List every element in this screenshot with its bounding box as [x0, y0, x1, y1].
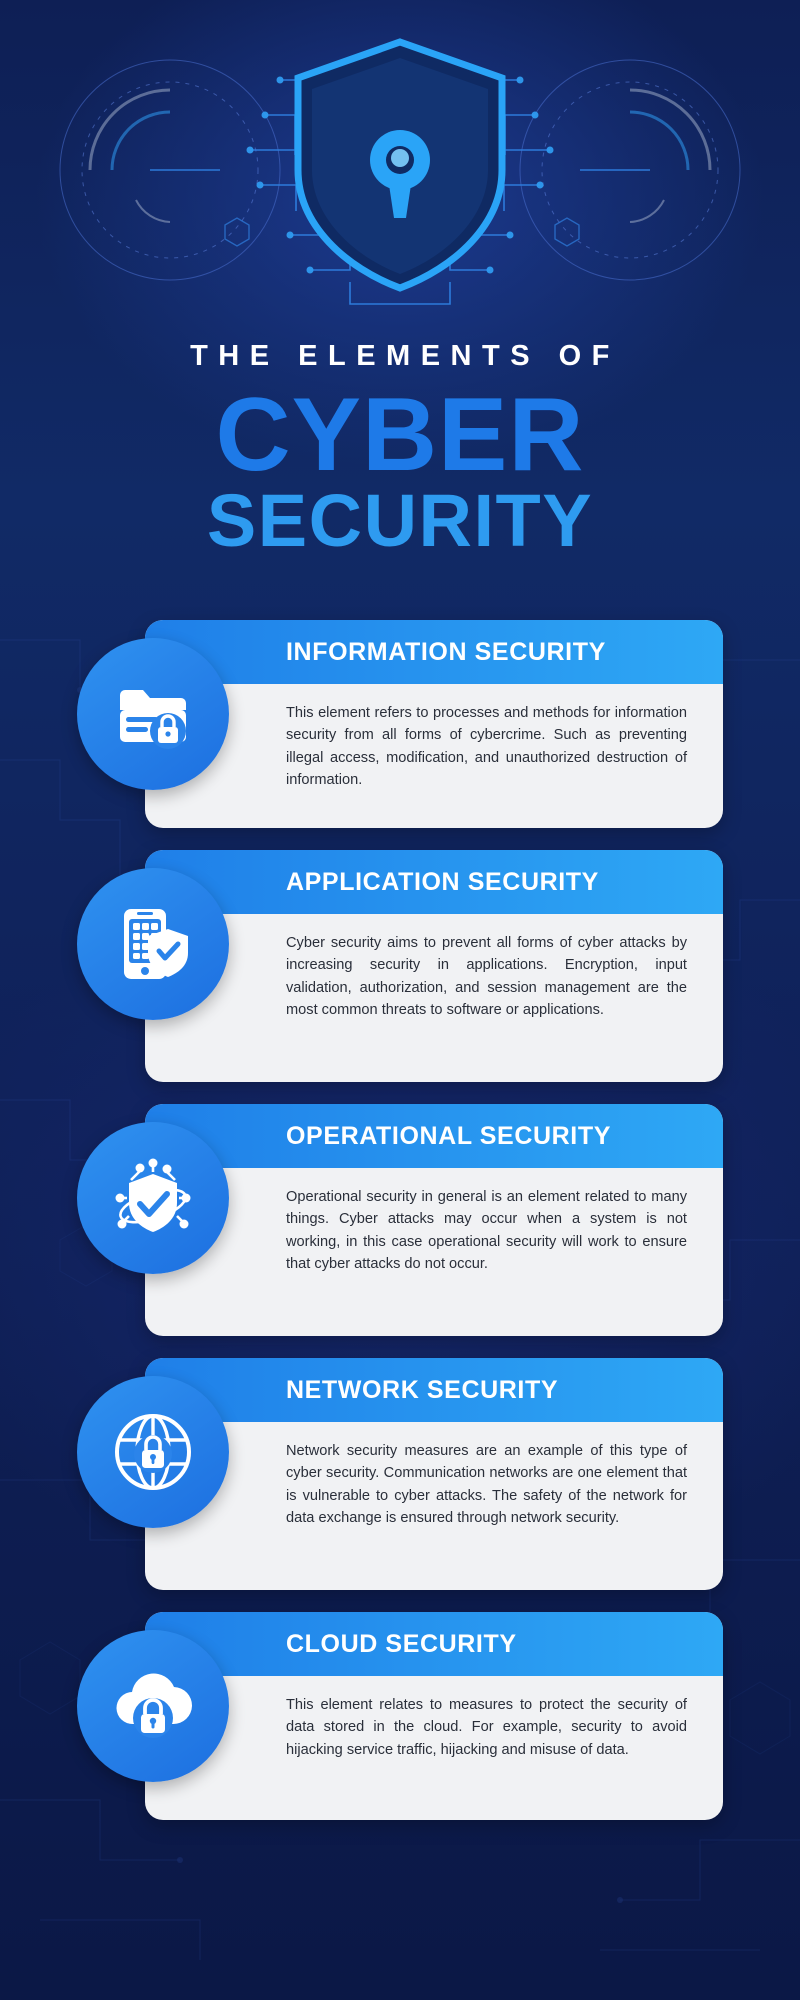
element-description: This element refers to processes and methods for information security from all forms of cybercrime. Such as preventing illegal access, modification, and unauthorized destruction of information. [286, 705, 687, 789]
element-body [145, 684, 723, 802]
element-title: NETWORK SECURITY [286, 1375, 559, 1404]
element-description: Network security measures are an example of this type of cyber security. Communication networks are one element that is vulnerable to cyber attacks. The safety of the network for data exchange is ensured through network security. [286, 1443, 687, 1527]
list-item [77, 1104, 723, 1336]
element-header [145, 850, 723, 914]
list-item [77, 850, 723, 1082]
element-header [145, 620, 723, 684]
poster-title-main: CYBER [215, 377, 585, 493]
element-panel [145, 1612, 723, 1820]
element-header [145, 1358, 723, 1422]
shield-keyhole-icon [50, 20, 750, 310]
globe-lock-icon [77, 1376, 229, 1528]
folder-lock-icon [77, 638, 229, 790]
element-description: This element relates to measures to protect the security of data stored in the cloud. For example, security to avoid hijacking service traffic, hijacking and misuse of data. [286, 1697, 687, 1758]
list-item [77, 1612, 723, 1820]
cloud-lock-icon [77, 1630, 229, 1782]
list-item [77, 620, 723, 828]
element-description: Operational security in general is an element related to many things. Cyber attacks may occur when a system is not working, in this case operational security will work to ensure that cyber attacks do not occur. [286, 1189, 687, 1273]
poster-title-sub: SECURITY [206, 478, 594, 562]
element-panel [145, 1104, 723, 1336]
element-header [145, 1104, 723, 1168]
shield-check-network-icon [77, 1122, 229, 1274]
element-body [145, 1676, 723, 1771]
element-title: INFORMATION SECURITY [286, 637, 606, 666]
element-body [145, 914, 723, 1032]
element-description: Cyber security aims to prevent all forms of cyber attacks by increasing security in applications. Encryption, input validation, authorization, and session management are the most common threats to software or applications. [286, 935, 687, 1019]
poster-kicker: THE ELEMENTS OF [190, 340, 620, 372]
element-panel [145, 850, 723, 1082]
element-body [145, 1168, 723, 1286]
element-panel [145, 1358, 723, 1590]
element-title: OPERATIONAL SECURITY [286, 1121, 611, 1150]
element-header [145, 1612, 723, 1676]
mobile-shield-check-icon [77, 868, 229, 1020]
element-title: APPLICATION SECURITY [286, 867, 599, 896]
element-panel [145, 620, 723, 828]
list-item [77, 1358, 723, 1590]
element-body [145, 1422, 723, 1540]
poster-title-block [0, 340, 800, 562]
elements-list [0, 620, 800, 1872]
hero-section [0, 0, 800, 620]
element-title: CLOUD SECURITY [286, 1629, 517, 1658]
